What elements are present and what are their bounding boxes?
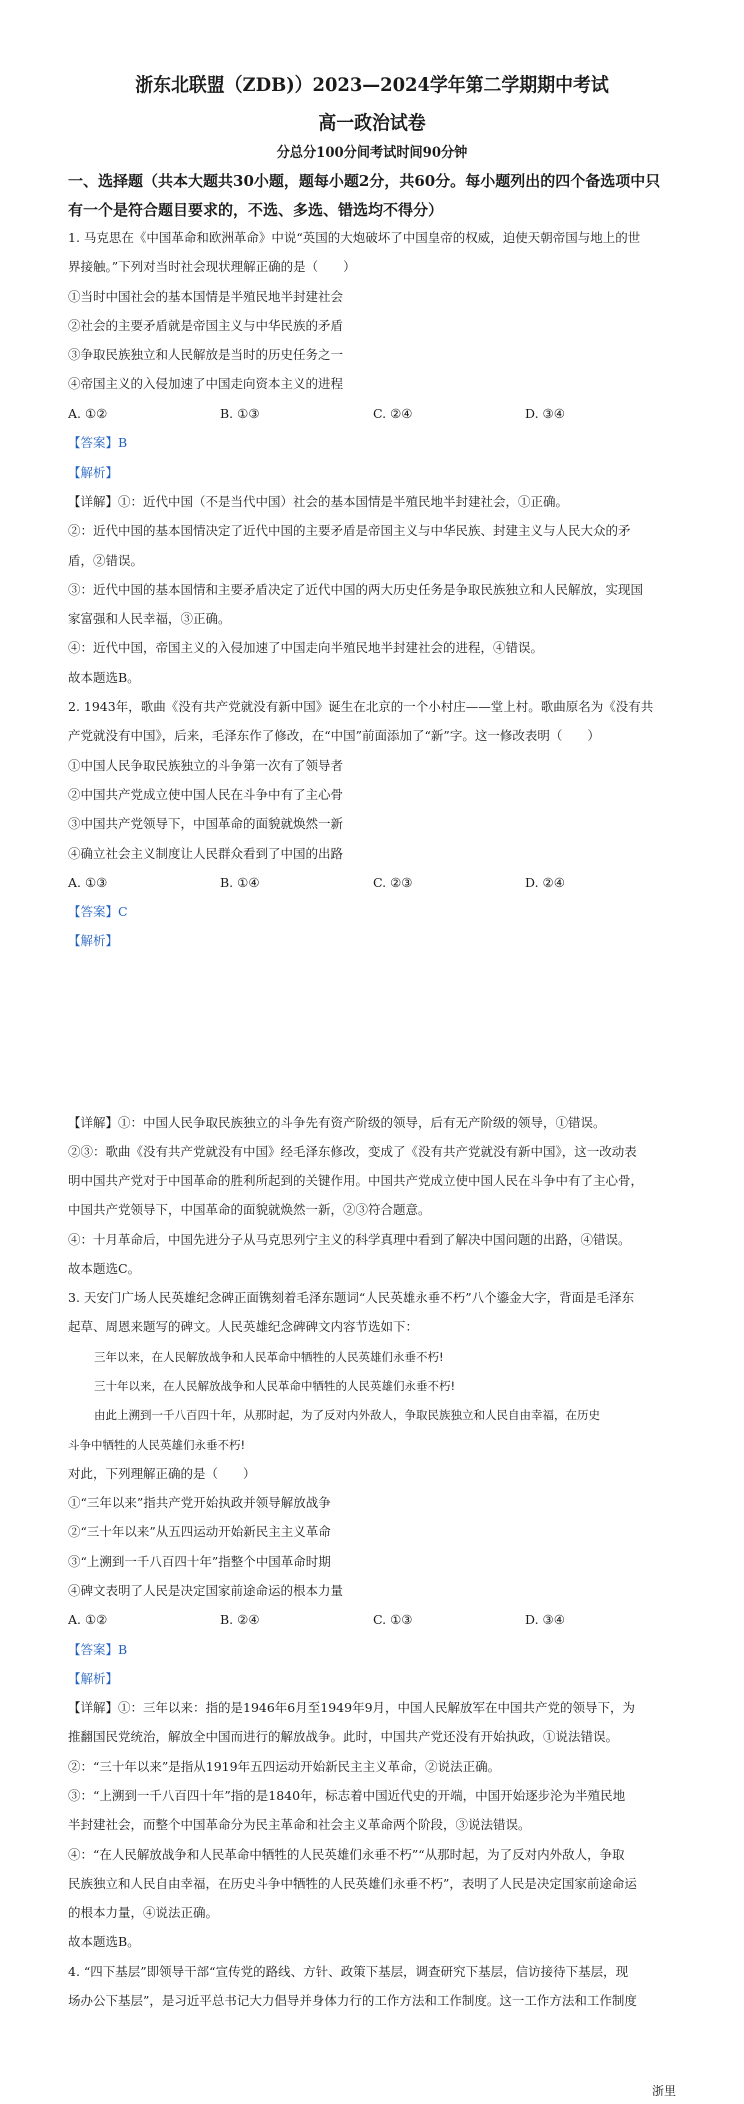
q1-explanation-6: ④：近代中国，帝国主义的入侵加速了中国走向半殖民地半封建社会的进程，④错误。 <box>68 640 544 655</box>
q2-conclusion: 故本题选C。 <box>68 1261 141 1276</box>
q1-option-c: C. ②④ <box>373 406 413 421</box>
q2-option-b: B. ①④ <box>220 875 260 890</box>
q3-option-c: C. ①③ <box>373 1612 413 1627</box>
q1-option-a: A. ①② <box>68 406 108 421</box>
q3-question: 对此，下列理解正确的是（ ） <box>68 1466 256 1481</box>
q1-statement-1: ①当时中国社会的基本国情是半殖民地半封建社会 <box>68 289 344 304</box>
q3-statement-2: ②“三十年以来”从五四运动开始新民主主义革命 <box>68 1524 331 1539</box>
section-heading-line-1: 一、选择题（共本大题共30小题，题每小题2分，共60分。每小题列出的四个备选项中只 <box>68 172 661 190</box>
q1-option-b: B. ①③ <box>220 406 260 421</box>
q2-stem-2: 产党就没有中国》，后来，毛泽东作了修改，在“中国”前面添加了“新”字。这一修改表明（ ） <box>68 728 600 743</box>
q1-explanation-3: 盾，②错误。 <box>68 553 144 568</box>
q3-explanation-8: 的根本力量，④说法正确。 <box>68 1905 219 1920</box>
q3-statement-4: ④碑文表明了人民是决定国家前途命运的根本力量 <box>68 1583 344 1598</box>
q3-conclusion: 故本题选B。 <box>68 1934 140 1949</box>
q1-stem-1: 1. 马克思在《中国革命和欧洲革命》中说“英国的大炮破坏了中国皇帝的权威，迫使天朝帝国与地上的世 <box>68 230 641 245</box>
q2-statement-4: ④确立社会主义制度让人民群众看到了中国的出路 <box>68 846 344 861</box>
exam-subtitle: 高一政治试卷 <box>318 112 426 134</box>
q1-explanation-2: ②：近代中国的基本国情决定了近代中国的主要矛盾是帝国主义与中华民族、封建主义与人民大众的矛 <box>68 523 631 538</box>
q3-inscription-2: 三十年以来，在人民解放战争和人民革命中牺牲的人民英雄们永垂不朽! <box>94 1379 456 1393</box>
q2-explanation-4: 中国共产党领导下，中国革命的面貌就焕然一新，②③符合题意。 <box>68 1202 431 1217</box>
q3-explanation-1: 【详解】①：三年以来：指的是1946年6月至1949年9月，中国人民解放军在中国共产党的领导下，为 <box>68 1700 636 1715</box>
q3-option-a: A. ①② <box>68 1612 108 1627</box>
section-heading-line-2: 有一个是符合题目要求的，不选、多选、错选均不得分） <box>68 201 444 219</box>
q2-explanation-1: 【详解】①：中国人民争取民族独立的斗争先有资产阶级的领导，后有无产阶级的领导，①错误。 <box>68 1115 606 1130</box>
q3-option-b: B. ②④ <box>220 1612 260 1627</box>
q1-answer: 【答案】B <box>68 435 128 450</box>
q3-analysis-label: 【解析】 <box>68 1671 119 1686</box>
q1-conclusion: 故本题选B。 <box>68 670 140 685</box>
q3-inscription-1: 三年以来，在人民解放战争和人民革命中牺牲的人民英雄们永垂不朽! <box>94 1350 444 1364</box>
q1-statement-4: ④帝国主义的入侵加速了中国走向资本主义的进程 <box>68 376 344 391</box>
q2-stem-1: 2. 1943年，歌曲《没有共产党就没有新中国》诞生在北京的一个小村庄——堂上村。歌曲原名为《没有共 <box>68 699 654 714</box>
q3-statement-3: ③“上溯到一千八百四十年”指整个中国革命时期 <box>68 1554 331 1569</box>
q3-inscription-4: 斗争中牺牲的人民英雄们永垂不朽! <box>68 1438 246 1452</box>
q2-statement-1: ①中国人民争取民族独立的斗争第一次有了领导者 <box>68 758 344 773</box>
q2-option-d: D. ②④ <box>525 875 565 890</box>
q2-explanation-2: ②③：歌曲《没有共产党就没有中国》经毛泽东修改，变成了《没有共产党就没有新中国》，这一改动表 <box>68 1144 637 1159</box>
q2-explanation-3: 明中国共产党对于中国革命的胜利所起到的关键作用。中国共产党成立使中国人民在斗争中有了主心骨， <box>68 1173 644 1188</box>
q1-statement-3: ③争取民族独立和人民解放是当时的历史任务之一 <box>68 347 344 362</box>
q3-explanation-3: ②：“三十年以来”是指从1919年五四运动开始新民主主义革命，②说法正确。 <box>68 1759 501 1774</box>
q1-option-d: D. ③④ <box>525 406 565 421</box>
q3-explanation-5: 半封建社会，而整个中国革命分为民主革命和社会主义革命两个阶段，③说法错误。 <box>68 1817 531 1832</box>
q1-analysis-label: 【解析】 <box>68 465 119 480</box>
q3-stem-1: 3. 天安门广场人民英雄纪念碑正面镌刻着毛泽东题词“人民英雄永垂不朽”八个鎏金大字，背面是毛泽东 <box>68 1290 635 1305</box>
q3-explanation-7: 民族独立和人民自由幸福，在历史斗争中牺牲的人民英雄们永垂不朽”，表明了人民是决定国家前途命运 <box>68 1876 637 1891</box>
q3-answer: 【答案】B <box>68 1642 128 1657</box>
q2-analysis-label: 【解析】 <box>68 933 119 948</box>
exam-info: 分总分100分间考试时间90分钟 <box>276 145 468 161</box>
q3-option-d: D. ③④ <box>525 1612 565 1627</box>
exam-title: 浙东北联盟（ZDB)）2023—2024学年第二学期期中考试 <box>135 74 609 96</box>
q2-statement-2: ②中国共产党成立使中国人民在斗争中有了主心骨 <box>68 787 344 802</box>
q4-stem-1: 4. “四下基层”即领导干部“宣传党的路线、方针、政策下基层，调查研究下基层，信访接待下基层，现 <box>68 1964 629 1979</box>
q1-explanation-1: 【详解】①：近代中国（不是当代中国）社会的基本国情是半殖民地半封建社会，①正确。 <box>68 494 569 509</box>
q3-statement-1: ①“三年以来”指共产党开始执政并领导解放战争 <box>68 1495 331 1510</box>
q4-stem-2: 场办公下基层”，是习近平总书记大力倡导并身体力行的工作方法和工作制度。这一工作方法和工作制度 <box>68 1993 637 2008</box>
q3-inscription-3: 由此上溯到一千八百四十年，从那时起，为了反对内外敌人，争取民族独立和人民自由幸福，在历史 <box>94 1408 600 1422</box>
q2-explanation-5: ④：十月革命后，中国先进分子从马克思列宁主义的科学真理中看到了解决中国问题的出路，④错误。 <box>68 1232 631 1247</box>
q3-explanation-6: ④：“在人民解放战争和人民革命中牺牲的人民英雄们永垂不朽”“从那时起，为了反对内外敌人，争取 <box>68 1847 625 1862</box>
q3-explanation-2: 推翻国民党统治，解放全中国而进行的解放战争。此时，中国共产党还没有开始执政，①说法错误。 <box>68 1729 619 1744</box>
q2-option-a: A. ①③ <box>68 875 108 890</box>
q2-option-c: C. ②③ <box>373 875 413 890</box>
q2-answer: 【答案】C <box>68 904 128 919</box>
page-footer: 浙里 <box>651 2084 676 2098</box>
q1-stem-2: 界接触。”下列对当时社会现状理解正确的是（ ） <box>68 259 356 274</box>
q2-statement-3: ③中国共产党领导下，中国革命的面貌就焕然一新 <box>68 816 344 831</box>
q1-statement-2: ②社会的主要矛盾就是帝国主义与中华民族的矛盾 <box>68 318 344 333</box>
q1-explanation-5: 家富强和人民幸福，③正确。 <box>68 611 231 626</box>
q3-explanation-4: ③：“上溯到一千八百四十年”指的是1840年，标志着中国近代史的开端，中国开始逐步沦为半殖民地 <box>68 1788 626 1803</box>
q1-explanation-4: ③：近代中国的基本国情和主要矛盾决定了近代中国的两大历史任务是争取民族独立和人民解放，实现国 <box>68 582 644 597</box>
q3-stem-2: 起草、周恩来题写的碑文。人民英雄纪念碑碑文内容节选如下： <box>68 1319 419 1334</box>
